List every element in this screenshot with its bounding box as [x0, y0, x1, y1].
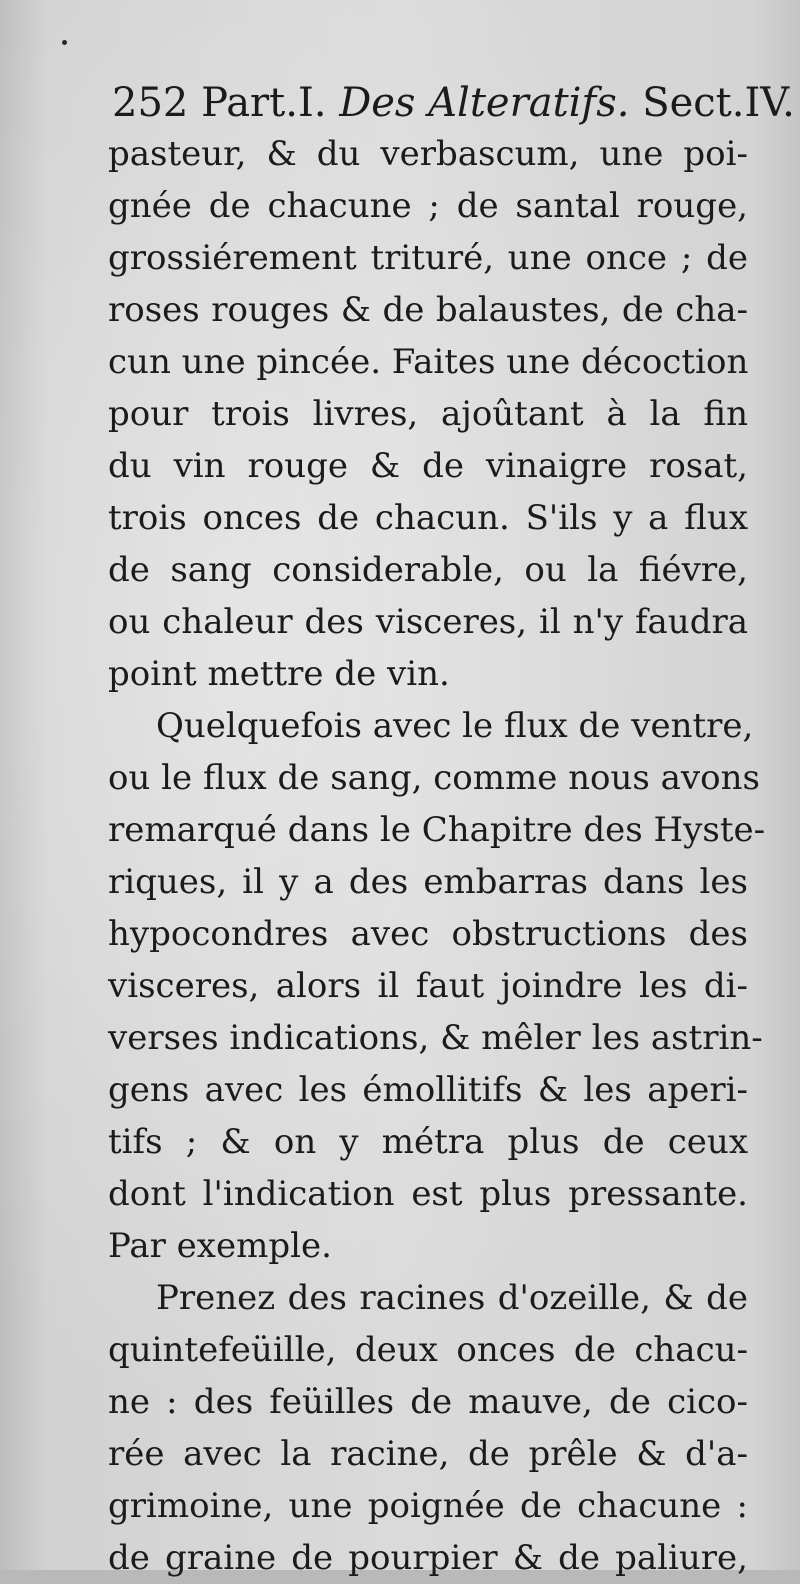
text-line: ne : des feüilles de mauve, de cico-	[108, 1382, 748, 1422]
text-line: pasteur, & du verbascum, une poi-	[108, 134, 748, 174]
text-line: cun une pincée. Faites une décoction	[108, 342, 749, 382]
part-label: Part.I.	[201, 80, 327, 126]
text-line: roses rouges & de balaustes, de cha-	[108, 290, 748, 330]
running-head	[112, 78, 795, 128]
text-line: ou le flux de sang, comme nous avons	[108, 758, 760, 798]
text-line: gens avec les émollitifs & les aperi-	[108, 1070, 748, 1110]
text-line: de sang considerable, ou la fiévre,	[108, 550, 748, 590]
text-line: tifs ; & on y métra plus de ceux	[108, 1122, 748, 1162]
text-line: grossiérement trituré, une once ; de	[108, 238, 748, 278]
ink-speck	[62, 40, 67, 45]
text-line: dont l'indication est plus pressante.	[108, 1174, 748, 1214]
text-line: point mettre de vin.	[108, 654, 450, 694]
text-line: gnée de chacune ; de santal rouge,	[108, 186, 748, 226]
text-line: remarqué dans le Chapitre des Hyste-	[108, 810, 766, 850]
body-text	[108, 128, 766, 1584]
text-line: verses indications, & mêler les astrin-	[108, 1018, 763, 1058]
text-line: visceres, alors il faut joindre les di-	[108, 966, 748, 1006]
page-number: 252	[112, 80, 189, 126]
paragraph-start-line: Prenez des racines d'ozeille, & de	[156, 1278, 748, 1318]
paragraph-start-line: Quelquefois avec le flux de ventre,	[156, 706, 754, 746]
text-line: rée avec la racine, de prêle & d'a-	[108, 1434, 748, 1474]
text-line: riques, il y a des embarras dans les	[108, 862, 748, 902]
text-line: pour trois livres, ajoûtant à la fin	[108, 394, 748, 434]
text-line: hypocondres avec obstructions des	[108, 914, 748, 954]
text-line: grimoine, une poignée de chacune :	[108, 1486, 748, 1526]
text-line: quintefeüille, deux onces de chacu-	[108, 1330, 748, 1370]
chapter-title: Des Alteratifs.	[339, 80, 630, 126]
text-line: trois onces de chacun. S'ils y a flux	[108, 498, 748, 538]
text-line: ou chaleur des visceres, il n'y faudra	[108, 602, 748, 642]
text-line: du vin rouge & de vinaigre rosat,	[108, 446, 748, 486]
text-line: de graine de pourpier & de paliure,	[108, 1538, 748, 1578]
section-label: Sect.IV.	[642, 80, 795, 126]
text-line: Par exemple.	[108, 1226, 332, 1266]
